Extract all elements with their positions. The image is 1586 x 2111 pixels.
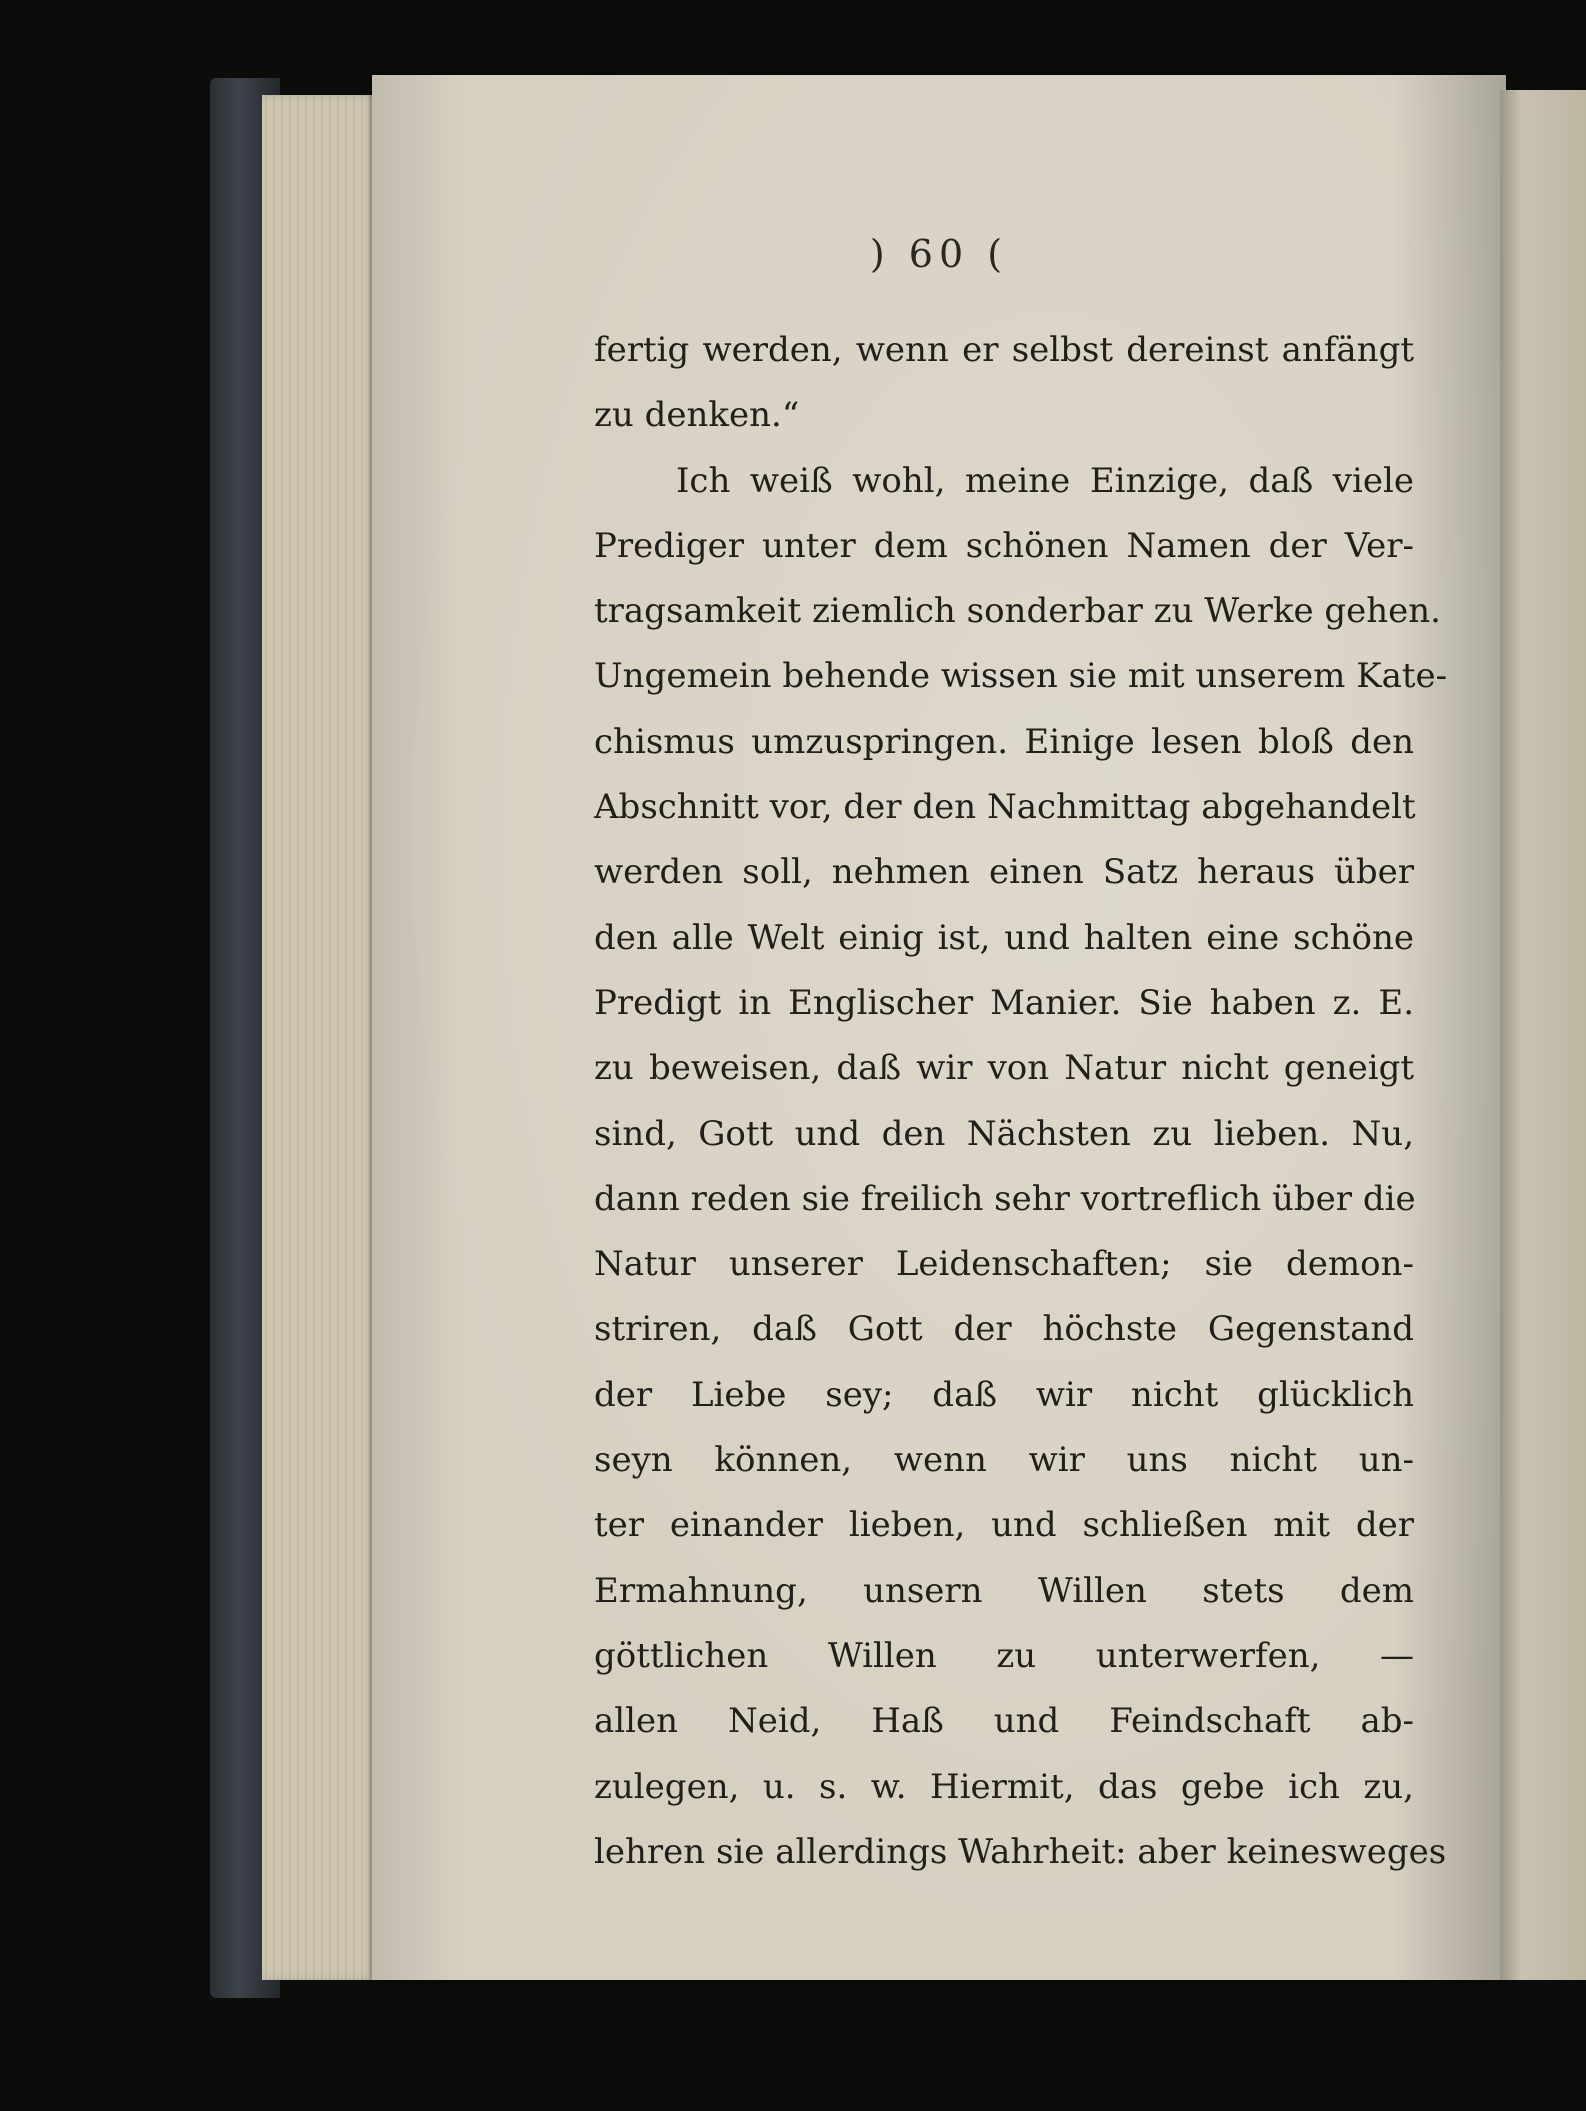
text-line: striren, daß Gott der höchste Gegenstand (594, 1309, 1414, 1350)
text-line: dann reden sie freilich sehr vortreflich über die (594, 1178, 1416, 1219)
text-line: zu beweisen, daß wir von Natur nicht geneigt (594, 1048, 1414, 1089)
text-line: chismus umzuspringen. Einige lesen bloß den (594, 721, 1414, 762)
text-line: Prediger unter dem schönen Namen der Ver- (594, 525, 1414, 566)
text-line: allen Neid, Haß und Feindschaft ab- (594, 1701, 1414, 1742)
text-line: lehren sie allerdings Wahrheit: aber keinesweges (594, 1831, 1447, 1872)
text-line: Ermahnung, unsern Willen stets dem (594, 1570, 1414, 1611)
text-line: seyn können, wenn wir uns nicht un- (594, 1440, 1414, 1481)
text-line: fertig werden, wenn er selbst dereinst anfängt (594, 330, 1414, 370)
page-edges (262, 95, 382, 1980)
text-line: werden soll, nehmen einen Satz heraus über (594, 852, 1414, 893)
text-line: Natur unserer Leidenschaften; sie demon- (594, 1244, 1414, 1285)
text-line: den alle Welt einig ist, und halten eine schöne (594, 917, 1414, 958)
facing-page-edge (1500, 90, 1586, 1980)
page-number-header: ) 60 ( (869, 232, 1009, 276)
text-line: ter einander lieben, und schließen mit der (594, 1505, 1414, 1546)
text-line: zulegen, u. s. w. Hiermit, das gebe ich zu, (594, 1766, 1414, 1807)
text-line: zu denken.“ (594, 395, 800, 436)
text-line: Ich weiß wohl, meine Einzige, daß viele (676, 460, 1414, 501)
text-line: göttlichen Willen zu unterwerfen, — (594, 1635, 1414, 1676)
body-text (594, 318, 1448, 1885)
text-line: tragsamkeit ziemlich sonderbar zu Werke gehen. (594, 591, 1441, 632)
text-line: Abschnitt vor, der den Nachmittag abgehandelt (594, 787, 1416, 828)
text-line: Predigt in Englischer Manier. Sie haben z. E. (594, 982, 1414, 1023)
text-line: Ungemein behende wissen sie mit unserem Kate- (594, 656, 1448, 697)
text-line: der Liebe sey; daß wir nicht glücklich (594, 1374, 1414, 1415)
text-line: sind, Gott und den Nächsten zu lieben. Nu, (594, 1113, 1414, 1154)
